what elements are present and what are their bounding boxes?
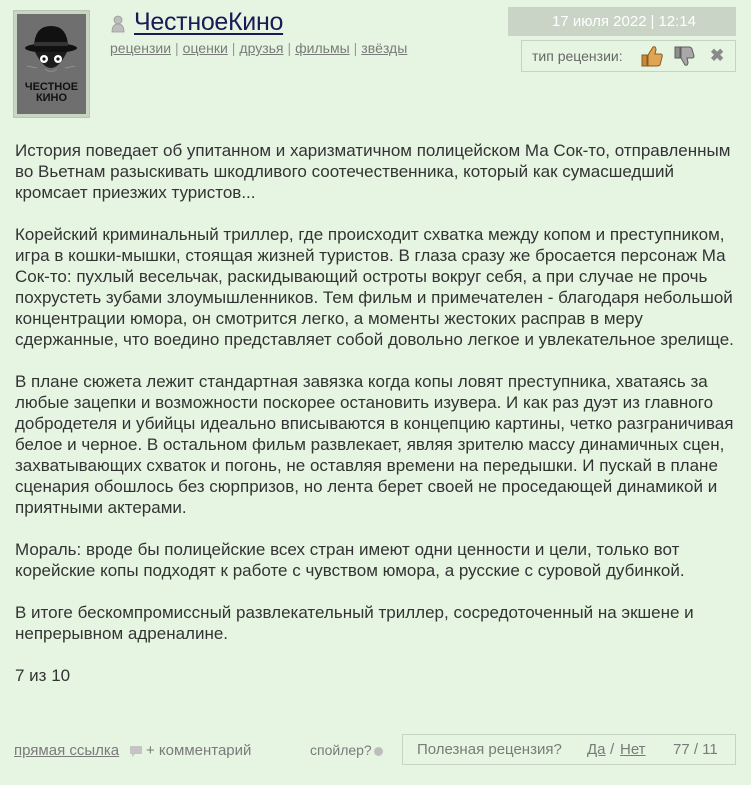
vote-score: 77 / 11 <box>673 741 718 758</box>
review-type-label: тип рецензии: <box>532 48 623 64</box>
permalink-link[interactable]: прямая ссылка <box>14 742 120 759</box>
separator: | <box>231 40 236 56</box>
thumbs-down-icon[interactable] <box>672 44 696 68</box>
comment-bubble-icon <box>129 745 143 758</box>
review-paragraph: Мораль: вроде бы полицейские всех стран имеют одни ценности и цели, только вот корейские копы подходят к работе с чувством юмора, а русские с суровой дубинкой. <box>15 540 685 580</box>
spoiler-toggle[interactable] <box>310 742 383 758</box>
review-body <box>15 140 740 707</box>
vote-separator: / <box>610 741 615 758</box>
avatar[interactable] <box>17 14 86 114</box>
profile-link-friends[interactable]: друзья <box>239 40 284 56</box>
profile-link-reviews[interactable]: рецензии <box>110 40 172 56</box>
vote-no-link[interactable]: Нет <box>620 741 646 758</box>
date-separator: | <box>650 13 655 30</box>
user-icon <box>111 15 125 33</box>
review-rating-text: 7 из 10 <box>15 666 71 685</box>
spoiler-label: спойлер? <box>310 742 372 758</box>
profile-links <box>110 40 407 56</box>
review-time: 12:14 <box>658 13 696 30</box>
separator: | <box>353 40 358 56</box>
separator: | <box>287 40 292 56</box>
useful-question: Полезная рецензия? <box>417 741 562 758</box>
add-comment-link[interactable]: + комментарий <box>146 742 252 759</box>
review-paragraph: В плане сюжета лежит стандартная завязка когда копы ловят преступника, хватаясь за любые зацепки и возможности поскорее остановить изувера. И как раз дуэт из главного добродетеля и убийцы идеально вписываются в концепцию картины, четко разграничивая белое и черное. В остальном фильм развлекает, являя зрителю массу динамичных сцен, захватывающих схваток и погонь, не оставляя времени на передышки. И пускай в плане сценария обошлось без сюрпризов, но лента берет своей не проседающей динамикой и приятными актерами. <box>15 372 734 517</box>
vote-yes-link[interactable]: Да <box>587 741 606 758</box>
avatar-frame[interactable] <box>13 10 90 118</box>
profile-link-stars[interactable]: звёзды <box>361 40 408 56</box>
spoiler-dot-icon <box>374 747 383 756</box>
review-date <box>508 7 736 36</box>
thumbs-up-icon[interactable] <box>639 43 665 69</box>
review-paragraph: История поведает об упитанном и харизматичном полицейском Ма Сок-то, отправленным во Вьетнам разыскивать шкодливого соотечественника, который как сумасшедший кромсает приезжих туристов... <box>15 141 731 202</box>
review-paragraph: Корейский криминальный триллер, где происходит схватка между копом и преступником, игра в кошки-мышки, стоящая жизней туристов. В глаза сразу же бросается персонаж Ма Сок-то: пухлый весельчак, раскидывающий остроты вокруг себя, а при случае не прочь похрустеть зубами злоумышленников. Тем фильм и примечателен - благодаря небольшой концентрации юмора, он смотрится легко, а моменты жестоких расправ в меру сдержанные, что воедино представляет собой довольно легкое и увлекательное зрелище. <box>15 225 734 349</box>
useful-review-box <box>402 734 736 765</box>
review-type-box <box>521 40 736 72</box>
profile-link-ratings[interactable]: оценки <box>182 40 228 56</box>
separator: | <box>175 40 179 56</box>
username-link[interactable]: ЧестноеКино <box>134 8 284 36</box>
review-paragraph: В итоге бескомпромиссный развлекательный триллер, сосредоточенный на экшене и непрерывном адреналине. <box>15 603 694 643</box>
close-icon[interactable]: ✖ <box>710 46 725 65</box>
review-date-day: 17 июля 2022 <box>551 13 647 30</box>
profile-link-films[interactable]: фильмы <box>295 40 350 56</box>
avatar-logo-text: ЧЕСТНОЕ КИНО <box>24 81 79 104</box>
